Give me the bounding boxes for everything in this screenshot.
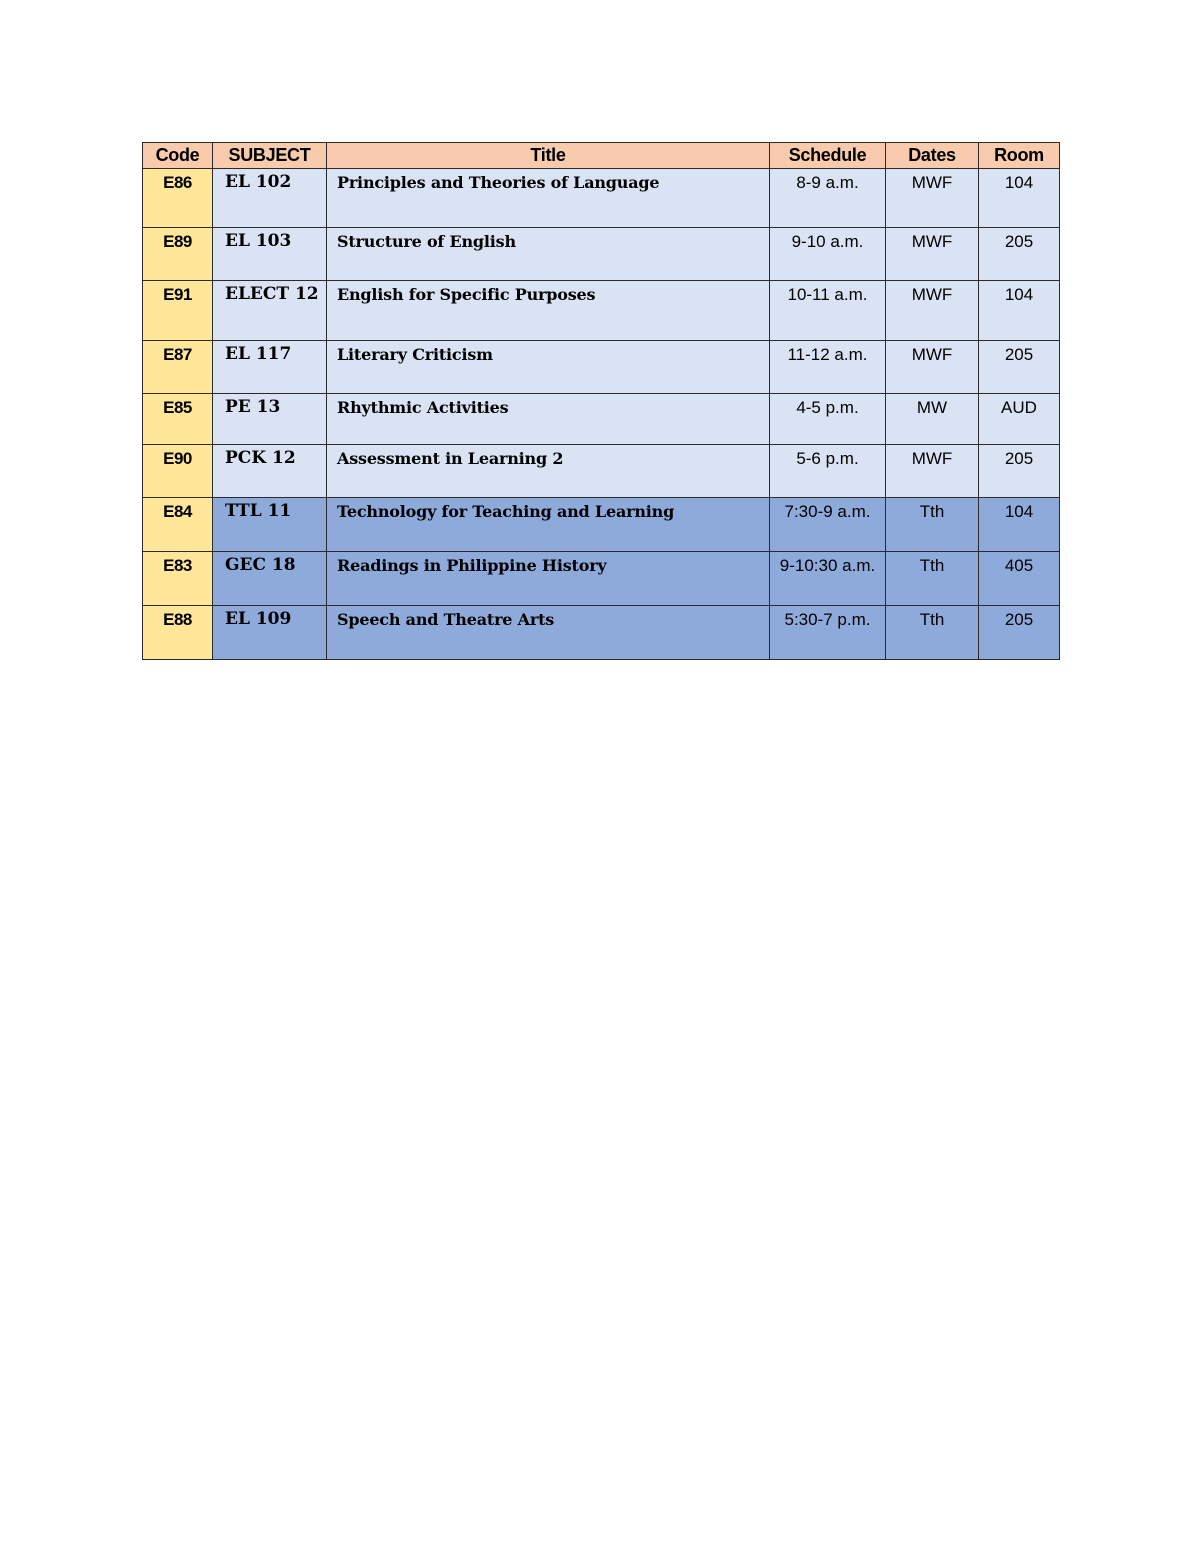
table-row [143, 498, 1060, 552]
cell-schedule: 11-12 a.m. [770, 341, 886, 394]
cell-subject: GEC 18 [213, 552, 327, 606]
cell-code: E89 [143, 228, 213, 281]
cell-code: E84 [143, 498, 213, 552]
cell-room: AUD [979, 394, 1060, 445]
cell-room: 104 [979, 281, 1060, 341]
header-subject: SUBJECT [213, 143, 327, 169]
cell-schedule: 9-10:30 a.m. [770, 552, 886, 606]
cell-dates: MWF [886, 445, 979, 498]
cell-dates: Tth [886, 606, 979, 660]
cell-dates: Tth [886, 498, 979, 552]
table-row [143, 169, 1060, 228]
cell-code: E86 [143, 169, 213, 228]
cell-room: 405 [979, 552, 1060, 606]
cell-code: E88 [143, 606, 213, 660]
table-row [143, 341, 1060, 394]
header-schedule: Schedule [770, 143, 886, 169]
cell-dates: Tth [886, 552, 979, 606]
cell-code: E90 [143, 445, 213, 498]
cell-subject: TTL 11 [213, 498, 327, 552]
cell-title: Assessment in Learning 2 [327, 445, 770, 498]
cell-room: 104 [979, 498, 1060, 552]
cell-subject: EL 102 [213, 169, 327, 228]
table-row [143, 445, 1060, 498]
class-schedule-table [142, 142, 1060, 660]
cell-title: Readings in Philippine History [327, 552, 770, 606]
cell-schedule: 8-9 a.m. [770, 169, 886, 228]
cell-code: E83 [143, 552, 213, 606]
cell-title: Rhythmic Activities [327, 394, 770, 445]
header-code: Code [143, 143, 213, 169]
cell-title: Speech and Theatre Arts [327, 606, 770, 660]
cell-subject: PE 13 [213, 394, 327, 445]
cell-title: Technology for Teaching and Learning [327, 498, 770, 552]
cell-room: 205 [979, 445, 1060, 498]
cell-room: 104 [979, 169, 1060, 228]
header-dates: Dates [886, 143, 979, 169]
cell-title: Structure of English [327, 228, 770, 281]
cell-room: 205 [979, 606, 1060, 660]
table-row [143, 394, 1060, 445]
table-row [143, 228, 1060, 281]
cell-dates: MW [886, 394, 979, 445]
cell-code: E91 [143, 281, 213, 341]
cell-room: 205 [979, 341, 1060, 394]
cell-subject: ELECT 12 [213, 281, 327, 341]
table-row [143, 552, 1060, 606]
cell-dates: MWF [886, 228, 979, 281]
cell-schedule: 7:30-9 a.m. [770, 498, 886, 552]
cell-schedule: 9-10 a.m. [770, 228, 886, 281]
cell-subject: EL 117 [213, 341, 327, 394]
cell-dates: MWF [886, 281, 979, 341]
cell-subject: EL 109 [213, 606, 327, 660]
cell-room: 205 [979, 228, 1060, 281]
table-row [143, 281, 1060, 341]
cell-code: E87 [143, 341, 213, 394]
header-room: Room [979, 143, 1060, 169]
cell-title: English for Specific Purposes [327, 281, 770, 341]
cell-dates: MWF [886, 169, 979, 228]
cell-schedule: 5:30-7 p.m. [770, 606, 886, 660]
cell-title: Principles and Theories of Language [327, 169, 770, 228]
cell-subject: EL 103 [213, 228, 327, 281]
cell-code: E85 [143, 394, 213, 445]
header-title: Title [327, 143, 770, 169]
cell-subject: PCK 12 [213, 445, 327, 498]
table-header-row [143, 143, 1060, 169]
cell-dates: MWF [886, 341, 979, 394]
cell-schedule: 4-5 p.m. [770, 394, 886, 445]
cell-schedule: 5-6 p.m. [770, 445, 886, 498]
cell-title: Literary Criticism [327, 341, 770, 394]
cell-schedule: 10-11 a.m. [770, 281, 886, 341]
table-row [143, 606, 1060, 660]
